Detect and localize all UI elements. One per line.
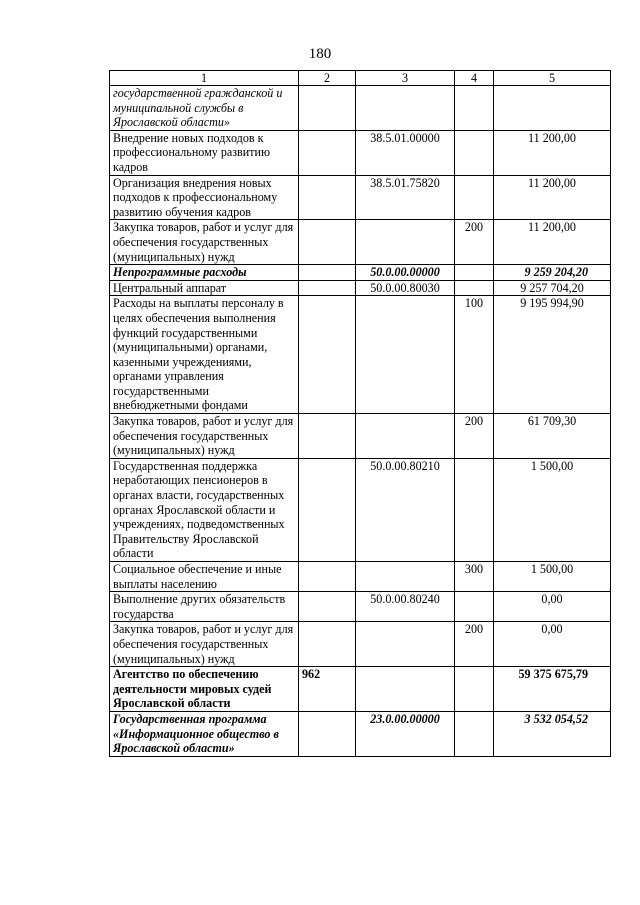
cell-sum: 1 500,00 (494, 562, 611, 592)
cell-name: Закупка товаров, работ и услуг для обеспечения государственных (муниципальных) нужд (110, 414, 299, 459)
cell-gr (299, 86, 356, 131)
table-row (110, 265, 611, 281)
column-header-name: 1 (110, 71, 299, 86)
header-row (110, 71, 611, 86)
cell-name: Расходы на выплаты персоналу в целях обеспечения выполнения функций государственными (муниципальными) органами, казенными учреждениями, органами управления государственными внебюджетными фондами (110, 296, 299, 414)
cell-csr: 38.5.01.75820 (356, 175, 455, 220)
column-header-csr: 3 (356, 71, 455, 86)
cell-name: Организация внедрения новых подходов к профессиональному развитию обучения кадров (110, 175, 299, 220)
cell-vr: 100 (455, 296, 494, 414)
cell-vr (455, 458, 494, 561)
cell-gr (299, 458, 356, 561)
cell-vr: 200 (455, 414, 494, 459)
cell-csr: 50.0.00.80240 (356, 592, 455, 622)
cell-sum: 59 375 675,79 (494, 667, 611, 712)
cell-sum: 3 532 054,52 (494, 711, 611, 756)
cell-csr: 50.0.00.00000 (356, 265, 455, 281)
cell-sum: 9 195 994,90 (494, 296, 611, 414)
cell-sum (494, 86, 611, 131)
cell-csr (356, 220, 455, 265)
cell-gr (299, 562, 356, 592)
cell-csr (356, 622, 455, 667)
column-header-gr: 2 (299, 71, 356, 86)
cell-name: Выполнение других обязательств государства (110, 592, 299, 622)
cell-name: государственной гражданской и муниципальной службы в Ярославской области» (110, 86, 299, 131)
cell-csr: 50.0.00.80030 (356, 280, 455, 296)
cell-vr (455, 667, 494, 712)
cell-gr (299, 265, 356, 281)
cell-name: Закупка товаров, работ и услуг для обеспечения государственных (муниципальных) нужд (110, 622, 299, 667)
table-row (110, 220, 611, 265)
cell-gr (299, 220, 356, 265)
cell-name: Закупка товаров, работ и услуг для обеспечения государственных (муниципальных) нужд (110, 220, 299, 265)
column-header-sum: 5 (494, 71, 611, 86)
cell-name: Агентство по обеспечению деятельности мировых судей Ярославской области (110, 667, 299, 712)
cell-csr (356, 86, 455, 131)
table-row (110, 130, 611, 175)
cell-sum: 11 200,00 (494, 220, 611, 265)
cell-vr (455, 265, 494, 281)
cell-csr: 38.5.01.00000 (356, 130, 455, 175)
cell-vr: 200 (455, 220, 494, 265)
cell-sum: 0,00 (494, 592, 611, 622)
cell-vr (455, 130, 494, 175)
cell-name: Государственная поддержка неработающих пенсионеров в органах власти, государственных органах Ярославской области и учреждениях, подведомственных Правительству Ярославской области (110, 458, 299, 561)
cell-vr (455, 175, 494, 220)
table-row (110, 562, 611, 592)
cell-name: Центральный аппарат (110, 280, 299, 296)
cell-csr (356, 296, 455, 414)
cell-csr (356, 562, 455, 592)
cell-gr (299, 592, 356, 622)
column-header-vr: 4 (455, 71, 494, 86)
cell-vr (455, 280, 494, 296)
table-row (110, 175, 611, 220)
cell-gr (299, 130, 356, 175)
cell-gr (299, 175, 356, 220)
cell-gr (299, 414, 356, 459)
cell-sum: 11 200,00 (494, 175, 611, 220)
cell-gr (299, 280, 356, 296)
cell-csr (356, 414, 455, 459)
cell-csr: 50.0.00.80210 (356, 458, 455, 561)
cell-sum: 9 259 204,20 (494, 265, 611, 281)
cell-csr: 23.0.00.00000 (356, 711, 455, 756)
cell-name: Непрограммные расходы (110, 265, 299, 281)
cell-name: Государственная программа «Информационное общество в Ярославской области» (110, 711, 299, 756)
cell-name: Социальное обеспечение и иные выплаты населению (110, 562, 299, 592)
cell-vr: 200 (455, 622, 494, 667)
table-row (110, 711, 611, 756)
table-body (110, 86, 611, 757)
table-row (110, 667, 611, 712)
budget-table (109, 70, 611, 757)
table-row (110, 86, 611, 131)
cell-sum: 0,00 (494, 622, 611, 667)
table-row (110, 592, 611, 622)
table-row (110, 296, 611, 414)
cell-gr (299, 296, 356, 414)
cell-vr (455, 592, 494, 622)
cell-sum: 9 257 704,20 (494, 280, 611, 296)
table-row (110, 414, 611, 459)
table-row (110, 280, 611, 296)
cell-csr (356, 667, 455, 712)
cell-vr (455, 711, 494, 756)
cell-name: Внедрение новых подходов к профессиональному развитию кадров (110, 130, 299, 175)
cell-gr (299, 622, 356, 667)
cell-sum: 61 709,30 (494, 414, 611, 459)
cell-sum: 1 500,00 (494, 458, 611, 561)
page-number: 180 (308, 46, 332, 62)
cell-gr: 962 (299, 667, 356, 712)
table-row (110, 458, 611, 561)
cell-vr: 300 (455, 562, 494, 592)
cell-vr (455, 86, 494, 131)
cell-sum: 11 200,00 (494, 130, 611, 175)
cell-gr (299, 711, 356, 756)
table-row (110, 622, 611, 667)
